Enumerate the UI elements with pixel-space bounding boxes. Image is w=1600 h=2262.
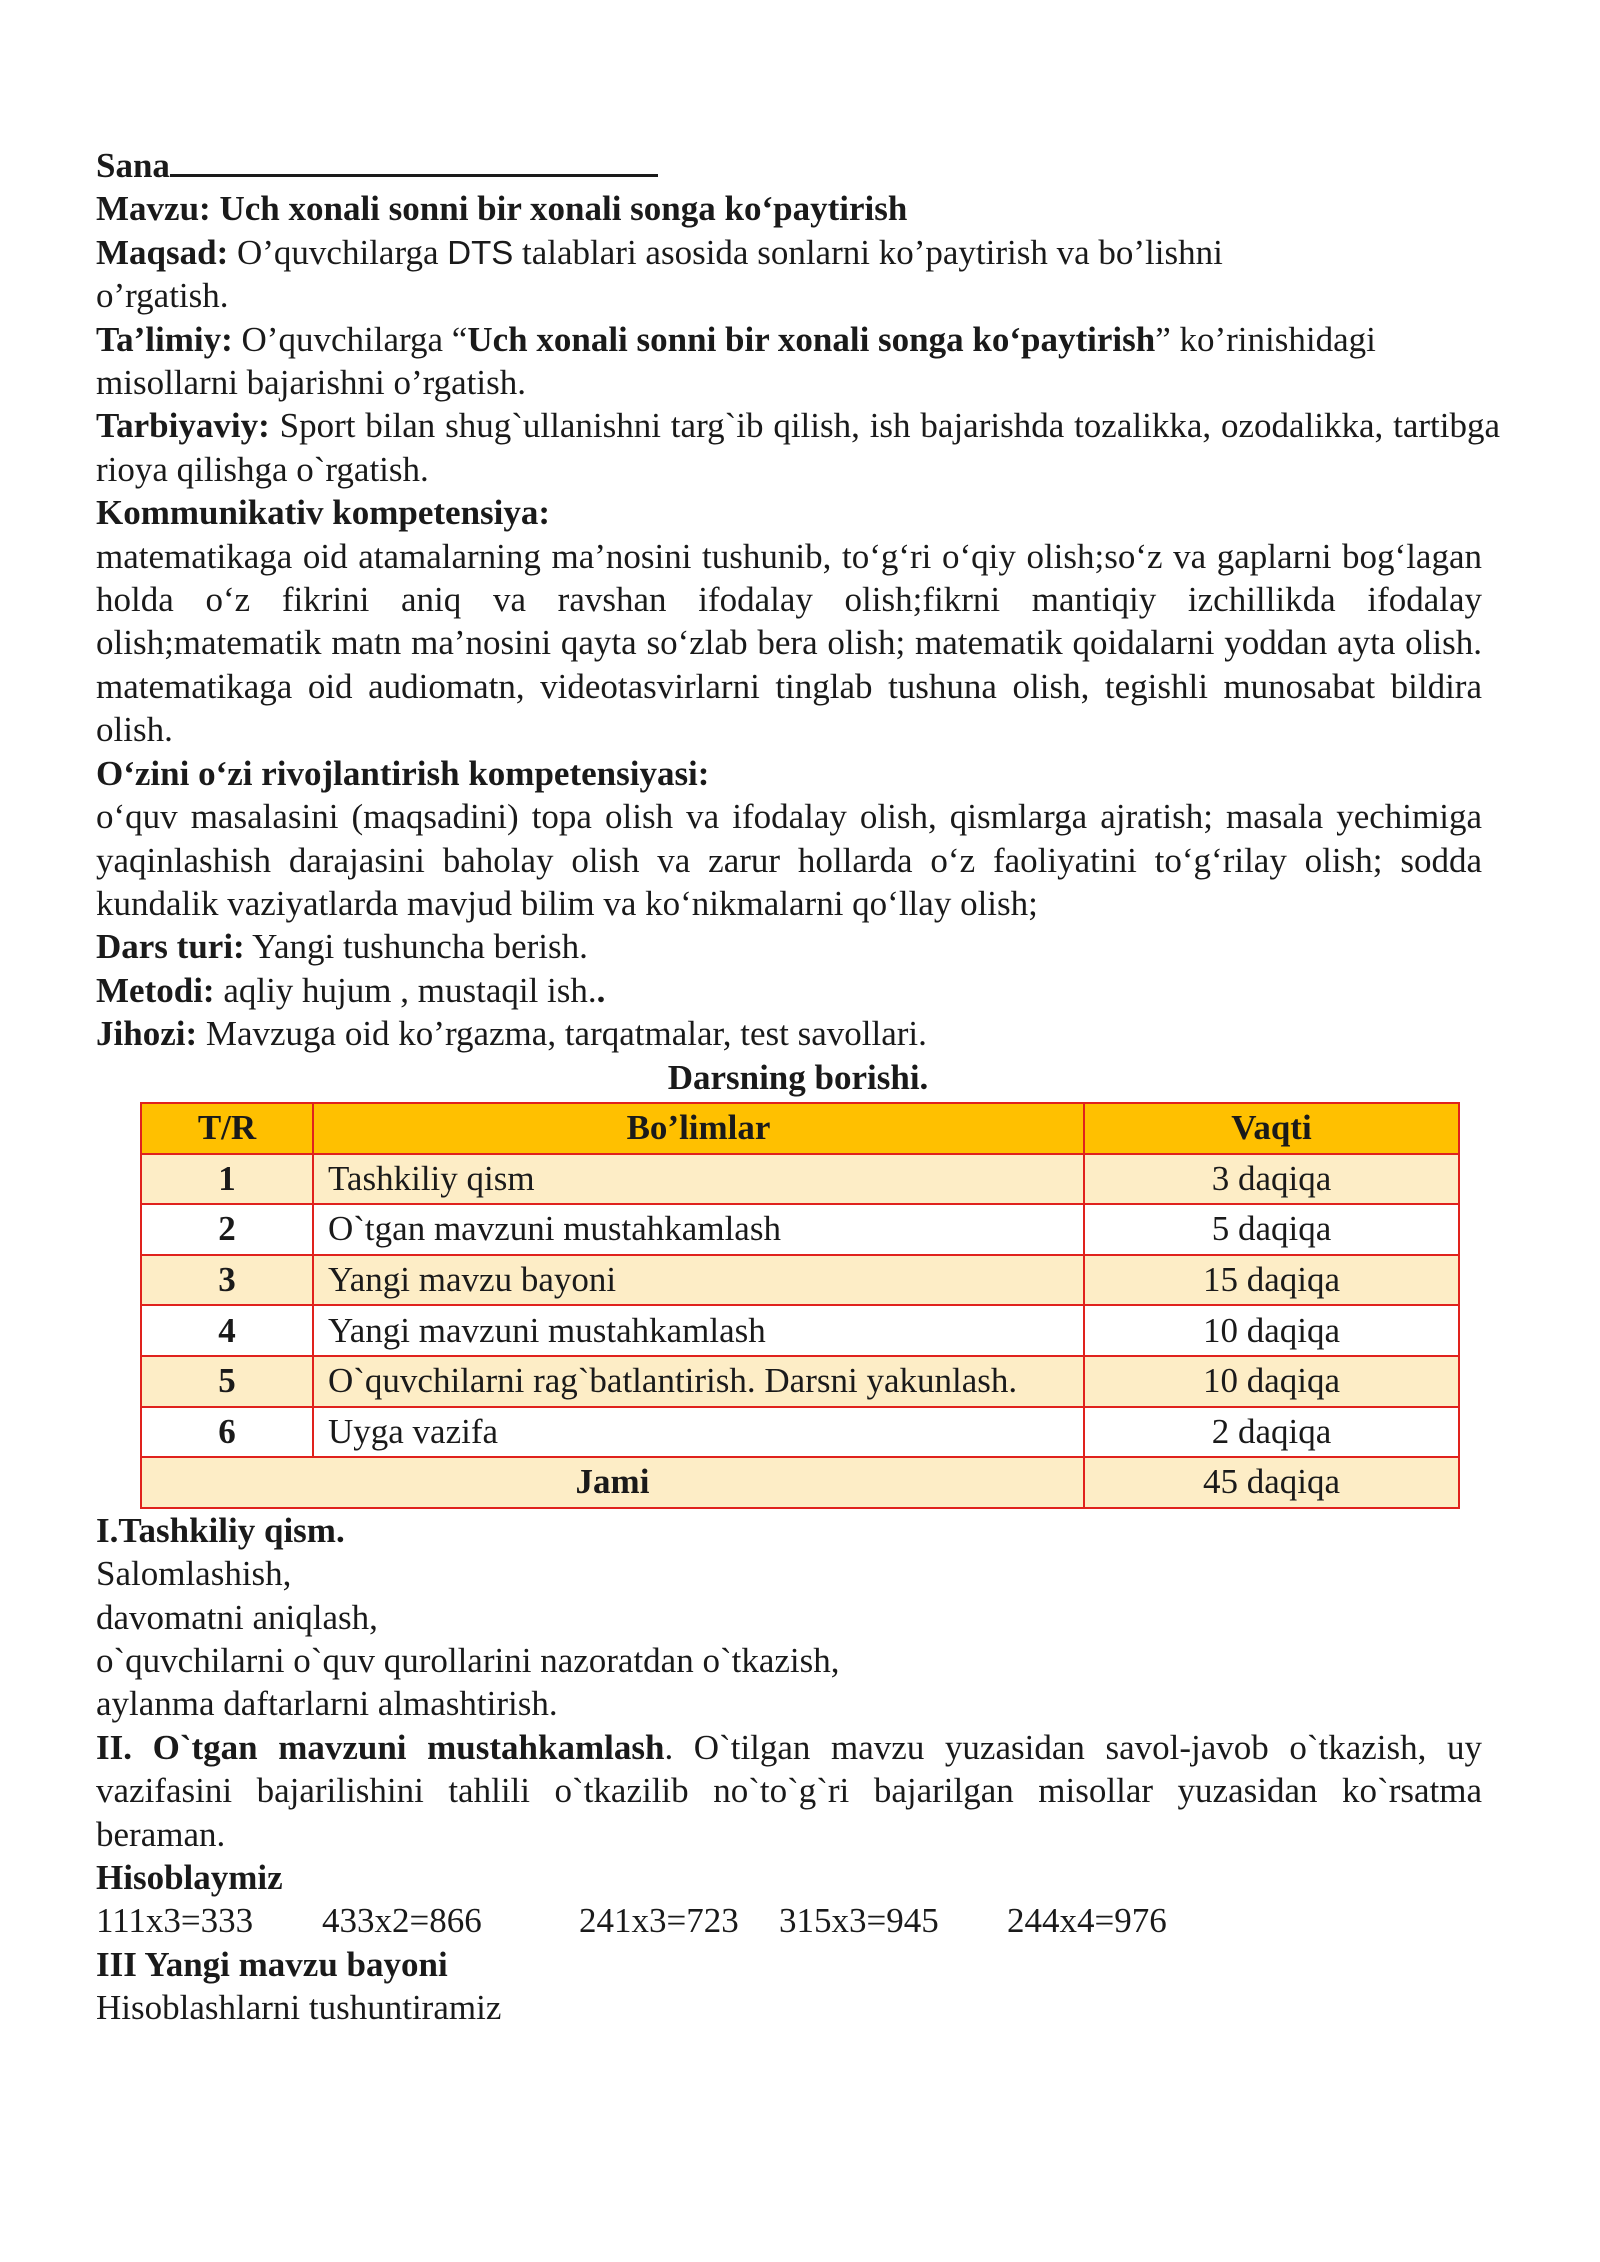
header-vaqti: Vaqti: [1084, 1103, 1459, 1154]
mavzu-line: [96, 187, 1500, 230]
table-row: [141, 1154, 1459, 1205]
section-2-text: . O`tilgan mavzu yuzasidan savol-javob o`tkazish, uy vazifasini bajarilishini tahlili o`tkazilib no`to`g`ri bajarilgan misollar yuzasidan ko`rsatma beraman.: [96, 1727, 1482, 1854]
lesson-plan-table: [140, 1102, 1460, 1509]
row-time: 2 daqiqa: [1084, 1407, 1459, 1458]
kommunikativ-label: Kommunikativ kompetensiya:: [96, 493, 551, 533]
dars-turi-label: Dars turi:: [96, 927, 245, 967]
s1-line: davomatni aniqlash,: [96, 1597, 378, 1637]
row-section: Yangi mavzuni mustahkamlash: [313, 1305, 1084, 1356]
table-row: [141, 1407, 1459, 1458]
row-section: Yangi mavzu bayoni: [313, 1255, 1084, 1306]
mavzu-text: Uch xonali sonni bir xonali songa ko‘paytirish: [219, 189, 908, 229]
table-row: [141, 1305, 1459, 1356]
jihozi-text: Mavzuga oid ko’rgazma, tarqatmalar, test savollari.: [205, 1014, 927, 1054]
s1-line: Salomlashish,: [96, 1554, 292, 1594]
row-number: 5: [141, 1356, 313, 1407]
total-time: 45 daqiqa: [1084, 1457, 1459, 1508]
calc-item: 241x3=723: [579, 1901, 739, 1941]
section-1-title: [96, 1509, 1500, 1552]
row-time: 5 daqiqa: [1084, 1204, 1459, 1255]
hisob-title: Hisoblaymiz: [96, 1857, 283, 1897]
row-time: 10 daqiqa: [1084, 1356, 1459, 1407]
row-section: Tashkiliy qism: [313, 1154, 1084, 1205]
table-row: [141, 1356, 1459, 1407]
talimiy-bold: Uch xonali sonni bir xonali songa ko‘paytirish: [467, 319, 1156, 359]
jihozi-label: Jihozi:: [96, 1014, 198, 1054]
row-time: 15 daqiqa: [1084, 1255, 1459, 1306]
table-total-row: [141, 1457, 1459, 1508]
calc-item: 433x2=866: [322, 1901, 482, 1941]
sana-label: Sana: [96, 146, 170, 185]
table-header-row: [141, 1103, 1459, 1154]
dars-turi-line: [96, 925, 1500, 968]
plan-title-text: Darsning borishi.: [667, 1057, 929, 1097]
maqsad-text-1: O’quvchilarga: [237, 232, 439, 272]
total-label: Jami: [141, 1457, 1084, 1508]
talimiy-text-2: ” ko’rinishidagi misollarni bajarishni o’rgatish.: [96, 319, 1376, 403]
row-number: 3: [141, 1255, 313, 1306]
row-time: 3 daqiqa: [1084, 1154, 1459, 1205]
ozini-text: o‘quv masalasini (maqsadini) topa olish va ifodalay olish, qismlarga ajratish; masala yechimiga yaqinlashish darajasini baholay olish va zarur hollarda o‘z faoliyatini to‘g‘rilay olish; sodda kundalik vaziyatlarda mavjud bilim va ko‘nikmalarni qo‘llay olish;: [96, 797, 1482, 923]
row-section: O`tgan mavzuni mustahkamlash: [313, 1204, 1084, 1255]
calc-item: 111x3=333: [96, 1901, 254, 1941]
metodi-end: .: [587, 970, 597, 1010]
mavzu-label: Mavzu:: [96, 189, 211, 229]
dars-turi-text: Yangi tushuncha berish.: [252, 927, 588, 967]
calc-item: 315x3=945: [779, 1901, 939, 1941]
calc-item: 244x4=976: [1007, 1901, 1167, 1941]
ozini-heading: [96, 752, 1500, 795]
section-3-heading: [96, 1943, 1500, 1986]
tarbiyaviy-text: Sport bilan shug`ullanishni targ`ib qilish, ish bajarishda tozalikka, ozodalikka, tartibga rioya qilishga o`rgatish.: [96, 406, 1501, 489]
row-number: 4: [141, 1305, 313, 1356]
hisob-heading: [96, 1856, 1500, 1899]
talimiy-label: Ta’limiy:: [96, 319, 233, 359]
calc-line: [96, 1899, 1500, 1942]
talimiy-paragraph: [96, 318, 1500, 405]
row-time: 10 daqiqa: [1084, 1305, 1459, 1356]
metodi-line: [96, 969, 1500, 1012]
talimiy-text-1: O’quvchilarga “: [241, 319, 468, 359]
maqsad-paragraph: [96, 231, 1351, 318]
section-2-paragraph: [96, 1726, 1482, 1856]
ozini-label: O‘zini o‘zi rivojlantirish kompetensiyasi:: [96, 753, 710, 793]
sana-blank: [170, 140, 658, 177]
s1-line: aylanma daftarlarni almashtirish.: [96, 1684, 558, 1724]
row-number: 6: [141, 1407, 313, 1458]
header-tr: T/R: [141, 1103, 313, 1154]
section-1-title-text: I.Tashkiliy qism.: [96, 1510, 345, 1550]
row-section: O`quvchilarni rag`batlantirish. Darsni yakunlash.: [313, 1356, 1084, 1407]
tarbiyaviy-label: Tarbiyaviy:: [96, 406, 270, 446]
table-row: [141, 1204, 1459, 1255]
kommunikativ-text: matematikaga oid atamalarning ma’nosini tushunib, to‘g‘ri o‘qiy olish;so‘z va gaplarni bog‘lagan holda o‘z fikrini aniq va ravshan ifodalay olish;fikrni mantiqiy izchillikda ifodalay olish;matematik matn ma’nosini qayta so‘zlab bera olish; matematik qoidalarni yoddan ayta olish. matematikaga oid audiomatn, videotasvirlarni tinglab tushuna olish, tegishli munosabat bildira olish.: [96, 536, 1482, 750]
metodi-end-bold: .: [596, 970, 606, 1010]
maqsad-label: Maqsad:: [96, 232, 229, 272]
metodi-label: Metodi:: [96, 970, 215, 1010]
metodi-text: aqliy hujum , mustaqil ish: [214, 970, 588, 1010]
maqsad-dts: DTS: [447, 233, 514, 271]
row-number: 1: [141, 1154, 313, 1205]
tarbiyaviy-paragraph: [96, 404, 1500, 491]
row-section: Uyga vazifa: [313, 1407, 1084, 1458]
lesson-plan-page: [96, 140, 1500, 2030]
section-3-text: Hisoblashlarni tushuntiramiz: [96, 1988, 502, 2028]
maqsad-text-2: talablari asosida sonlarni ko’paytirish va bo’lishni o’rgatish.: [96, 232, 1223, 316]
kommunikativ-heading: [96, 491, 1500, 534]
header-bolimlar: Bo’limlar: [313, 1103, 1084, 1154]
s1-line: o`quvchilarni o`quv qurollarini nazoratdan o`tkazish,: [96, 1640, 840, 1680]
plan-title: [96, 1056, 1500, 1099]
table-row: [141, 1255, 1459, 1306]
section-3-title: III Yangi mavzu bayoni: [96, 1944, 448, 1984]
sana-line: [96, 140, 1500, 187]
row-number: 2: [141, 1204, 313, 1255]
jihozi-line: [96, 1012, 1500, 1055]
section-2-title: II. O`tgan mavzuni mustahkamlash: [96, 1727, 665, 1767]
